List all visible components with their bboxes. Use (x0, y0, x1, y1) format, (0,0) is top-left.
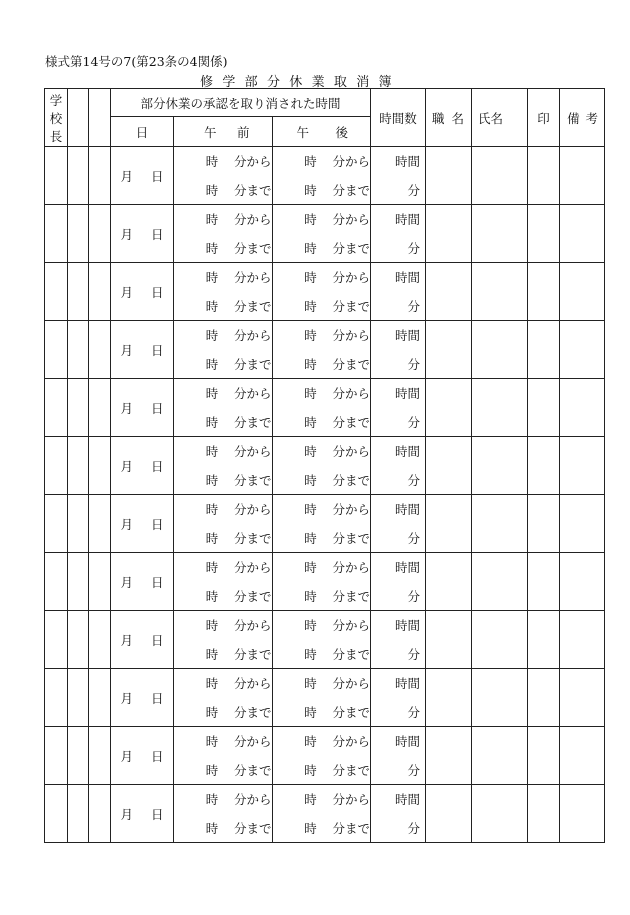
pm-end-cell[interactable]: 時 分まで (272, 814, 371, 843)
name-cell[interactable] (472, 495, 528, 553)
stamp-cell-2[interactable] (89, 553, 111, 611)
hours-cell[interactable]: 時間 (371, 263, 426, 292)
principal-cell[interactable] (45, 727, 68, 785)
am-start-cell[interactable]: 時 分から (174, 205, 273, 234)
am-end-cell[interactable]: 時 分まで (174, 756, 273, 785)
table-row (45, 495, 605, 524)
stamp-cell-1[interactable] (68, 437, 89, 495)
date-cell[interactable]: 月 日 (111, 263, 174, 321)
form-number: 様式第14号の7(第23条の4関係) (45, 54, 228, 69)
position-cell[interactable] (426, 263, 472, 321)
position-cell[interactable] (426, 321, 472, 379)
stamp-cell-1[interactable] (68, 263, 89, 321)
pm-start-cell[interactable]: 時 分から (272, 669, 371, 698)
date-cell[interactable]: 月 日 (111, 785, 174, 843)
table-row (45, 321, 605, 350)
am-start-cell[interactable]: 時 分から (174, 263, 273, 292)
pm-start-cell[interactable]: 時 分から (272, 321, 371, 350)
pm-end-cell[interactable]: 時 分まで (272, 292, 371, 321)
position-cell[interactable] (426, 669, 472, 727)
pm-end-cell[interactable]: 時 分まで (272, 582, 371, 611)
date-cell[interactable]: 月 日 (111, 321, 174, 379)
remarks-cell[interactable] (560, 669, 605, 727)
name-cell[interactable] (472, 727, 528, 785)
remarks-cell[interactable] (560, 727, 605, 785)
title-char: 部 (244, 75, 258, 90)
hours-cell[interactable]: 時間 (371, 379, 426, 408)
remarks-cell[interactable] (560, 147, 605, 205)
table-row (45, 553, 605, 582)
seal-header: 印 (528, 89, 560, 147)
am-start-cell[interactable]: 時 分から (174, 321, 273, 350)
pm-end-cell[interactable]: 時 分まで (272, 698, 371, 727)
pm-end-cell[interactable]: 時 分まで (272, 176, 371, 205)
stamp-cell-2[interactable] (89, 669, 111, 727)
minutes-cell[interactable]: 分 (371, 814, 426, 843)
hours-cell[interactable]: 時間 (371, 553, 426, 582)
school-principal-header: 学 校 長 (45, 89, 68, 147)
am-end-cell[interactable]: 時 分まで (174, 640, 273, 669)
table-row (45, 263, 605, 292)
minutes-cell[interactable]: 分 (371, 698, 426, 727)
title-char: 分 (266, 75, 280, 90)
remarks-cell[interactable] (560, 611, 605, 669)
minutes-cell[interactable]: 分 (371, 350, 426, 379)
date-cell[interactable]: 月 日 (111, 611, 174, 669)
table-row (45, 727, 605, 756)
seal-cell[interactable] (528, 321, 560, 379)
pm-end-cell[interactable]: 時 分まで (272, 234, 371, 263)
stamp-cell-2[interactable] (89, 611, 111, 669)
hours-cell[interactable]: 時間 (371, 611, 426, 640)
position-cell[interactable] (426, 727, 472, 785)
pm-header: 午 後 (272, 117, 371, 147)
position-header: 職 名 (426, 89, 472, 147)
am-end-cell[interactable]: 時 分まで (174, 408, 273, 437)
hours-cell[interactable]: 時間 (371, 205, 426, 234)
principal-cell[interactable] (45, 205, 68, 263)
seal-cell[interactable] (528, 379, 560, 437)
table-row (45, 205, 605, 234)
date-cell[interactable]: 月 日 (111, 147, 174, 205)
name-cell[interactable] (472, 379, 528, 437)
principal-cell[interactable] (45, 379, 68, 437)
remarks-cell[interactable] (560, 553, 605, 611)
am-end-cell[interactable]: 時 分まで (174, 466, 273, 495)
title-char: 学 (222, 75, 236, 90)
stamp-cell-1[interactable] (68, 553, 89, 611)
date-cell[interactable]: 月 日 (111, 669, 174, 727)
principal-cell[interactable] (45, 263, 68, 321)
stamp-cell-2[interactable] (89, 321, 111, 379)
am-start-cell[interactable]: 時 分から (174, 727, 273, 756)
position-cell[interactable] (426, 611, 472, 669)
am-start-cell[interactable]: 時 分から (174, 611, 273, 640)
title-char: 消 (356, 75, 370, 90)
stamp-cell-2[interactable] (89, 379, 111, 437)
seal-cell[interactable] (528, 611, 560, 669)
pm-start-cell[interactable]: 時 分から (272, 495, 371, 524)
date-cell[interactable]: 月 日 (111, 437, 174, 495)
hours-cell[interactable]: 時間 (371, 495, 426, 524)
principal-cell[interactable] (45, 553, 68, 611)
position-cell[interactable] (426, 785, 472, 843)
principal-cell[interactable] (45, 437, 68, 495)
approval-stamp-column-2 (89, 89, 111, 147)
table-row (45, 147, 605, 176)
pm-start-cell[interactable]: 時 分から (272, 727, 371, 756)
name-cell[interactable] (472, 611, 528, 669)
seal-cell[interactable] (528, 669, 560, 727)
am-end-cell[interactable]: 時 分まで (174, 350, 273, 379)
hours-cell[interactable]: 時間 (371, 437, 426, 466)
date-cell[interactable]: 月 日 (111, 205, 174, 263)
name-cell[interactable] (472, 263, 528, 321)
seal-cell[interactable] (528, 263, 560, 321)
pm-end-cell[interactable]: 時 分まで (272, 524, 371, 553)
am-start-cell[interactable]: 時 分から (174, 437, 273, 466)
stamp-cell-1[interactable] (68, 785, 89, 843)
pm-start-cell[interactable]: 時 分から (272, 379, 371, 408)
position-cell[interactable] (426, 495, 472, 553)
am-header: 午 前 (174, 117, 273, 147)
date-cell[interactable]: 月 日 (111, 495, 174, 553)
pm-end-cell[interactable]: 時 分まで (272, 756, 371, 785)
principal-cell[interactable] (45, 669, 68, 727)
title-char: 休 (289, 75, 303, 90)
pm-start-cell[interactable]: 時 分から (272, 611, 371, 640)
minutes-cell[interactable]: 分 (371, 582, 426, 611)
approval-stamp-column-1 (68, 89, 89, 147)
remarks-header: 備 考 (560, 89, 605, 147)
remarks-cell[interactable] (560, 321, 605, 379)
name-cell[interactable] (472, 785, 528, 843)
stamp-cell-1[interactable] (68, 495, 89, 553)
name-cell[interactable] (472, 147, 528, 205)
am-start-cell[interactable]: 時 分から (174, 379, 273, 408)
pm-start-cell[interactable]: 時 分から (272, 785, 371, 814)
date-cell[interactable]: 月 日 (111, 553, 174, 611)
am-start-cell[interactable]: 時 分から (174, 669, 273, 698)
position-cell[interactable] (426, 205, 472, 263)
position-cell[interactable] (426, 437, 472, 495)
seal-cell[interactable] (528, 553, 560, 611)
minutes-cell[interactable]: 分 (371, 640, 426, 669)
stamp-cell-1[interactable] (68, 379, 89, 437)
stamp-cell-2[interactable] (89, 495, 111, 553)
remarks-cell[interactable] (560, 495, 605, 553)
seal-cell[interactable] (528, 495, 560, 553)
principal-cell[interactable] (45, 495, 68, 553)
pm-end-cell[interactable]: 時 分まで (272, 466, 371, 495)
name-cell[interactable] (472, 437, 528, 495)
minutes-cell[interactable]: 分 (371, 756, 426, 785)
table-row (45, 611, 605, 640)
hours-cell[interactable]: 時間 (371, 785, 426, 814)
seal-cell[interactable] (528, 785, 560, 843)
principal-cell[interactable] (45, 147, 68, 205)
title-char: 簿 (378, 75, 392, 90)
stamp-cell-1[interactable] (68, 321, 89, 379)
title-char: 取 (333, 75, 347, 90)
stamp-cell-1[interactable] (68, 611, 89, 669)
am-start-cell[interactable]: 時 分から (174, 495, 273, 524)
seal-cell[interactable] (528, 437, 560, 495)
name-header: 氏 名 (472, 89, 528, 147)
am-start-cell[interactable]: 時 分から (174, 785, 273, 814)
pm-start-cell[interactable]: 時 分から (272, 437, 371, 466)
am-end-cell[interactable]: 時 分まで (174, 292, 273, 321)
date-cell[interactable]: 月 日 (111, 727, 174, 785)
pm-start-cell[interactable]: 時 分から (272, 553, 371, 582)
stamp-cell-2[interactable] (89, 785, 111, 843)
name-cell[interactable] (472, 205, 528, 263)
stamp-cell-2[interactable] (89, 147, 111, 205)
hours-cell[interactable]: 時間 (371, 727, 426, 756)
am-end-cell[interactable]: 時 分まで (174, 176, 273, 205)
seal-cell[interactable] (528, 147, 560, 205)
minutes-cell[interactable]: 分 (371, 292, 426, 321)
title-char: 業 (311, 75, 325, 90)
table-row (45, 379, 605, 408)
position-cell[interactable] (426, 147, 472, 205)
stamp-cell-2[interactable] (89, 263, 111, 321)
stamp-cell-2[interactable] (89, 437, 111, 495)
minutes-cell[interactable]: 分 (371, 176, 426, 205)
hours-cell[interactable]: 時間 (371, 321, 426, 350)
remarks-cell[interactable] (560, 205, 605, 263)
pm-end-cell[interactable]: 時 分まで (272, 640, 371, 669)
am-end-cell[interactable]: 時 分まで (174, 524, 273, 553)
name-cell[interactable] (472, 553, 528, 611)
pm-start-cell[interactable]: 時 分から (272, 205, 371, 234)
am-end-cell[interactable]: 時 分まで (174, 582, 273, 611)
position-cell[interactable] (426, 379, 472, 437)
hours-cell[interactable]: 時間 (371, 669, 426, 698)
am-end-cell[interactable]: 時 分まで (174, 698, 273, 727)
position-cell[interactable] (426, 553, 472, 611)
stamp-cell-2[interactable] (89, 727, 111, 785)
cancellation-ledger-table (44, 88, 605, 843)
remarks-cell[interactable] (560, 437, 605, 495)
am-start-cell[interactable]: 時 分から (174, 147, 273, 176)
stamp-cell-1[interactable] (68, 669, 89, 727)
minutes-cell[interactable]: 分 (371, 408, 426, 437)
pm-start-cell[interactable]: 時 分から (272, 263, 371, 292)
table-row (45, 437, 605, 466)
minutes-cell[interactable]: 分 (371, 466, 426, 495)
hours-header: 時間数 (371, 89, 426, 147)
minutes-cell[interactable]: 分 (371, 524, 426, 553)
table-row (45, 785, 605, 814)
pm-end-cell[interactable]: 時 分まで (272, 408, 371, 437)
seal-cell[interactable] (528, 727, 560, 785)
minutes-cell[interactable]: 分 (371, 234, 426, 263)
day-header: 日 (111, 117, 174, 147)
principal-cell[interactable] (45, 611, 68, 669)
am-end-cell[interactable]: 時 分まで (174, 234, 273, 263)
name-cell[interactable] (472, 669, 528, 727)
title-char: 修 (200, 75, 214, 90)
date-cell[interactable]: 月 日 (111, 379, 174, 437)
name-cell[interactable] (472, 321, 528, 379)
am-start-cell[interactable]: 時 分から (174, 553, 273, 582)
stamp-cell-1[interactable] (68, 727, 89, 785)
stamp-cell-1[interactable] (68, 205, 89, 263)
remarks-cell[interactable] (560, 263, 605, 321)
stamp-cell-2[interactable] (89, 205, 111, 263)
remarks-cell[interactable] (560, 785, 605, 843)
remarks-cell[interactable] (560, 379, 605, 437)
principal-cell[interactable] (45, 785, 68, 843)
seal-cell[interactable] (528, 205, 560, 263)
principal-cell[interactable] (45, 321, 68, 379)
pm-end-cell[interactable]: 時 分まで (272, 350, 371, 379)
stamp-cell-1[interactable] (68, 147, 89, 205)
cancelled-time-header: 部分休業の承認を取り消された時間 (111, 89, 371, 117)
hours-cell[interactable]: 時間 (371, 147, 426, 176)
pm-start-cell[interactable]: 時 分から (272, 147, 371, 176)
am-end-cell[interactable]: 時 分まで (174, 814, 273, 843)
table-row (45, 669, 605, 698)
